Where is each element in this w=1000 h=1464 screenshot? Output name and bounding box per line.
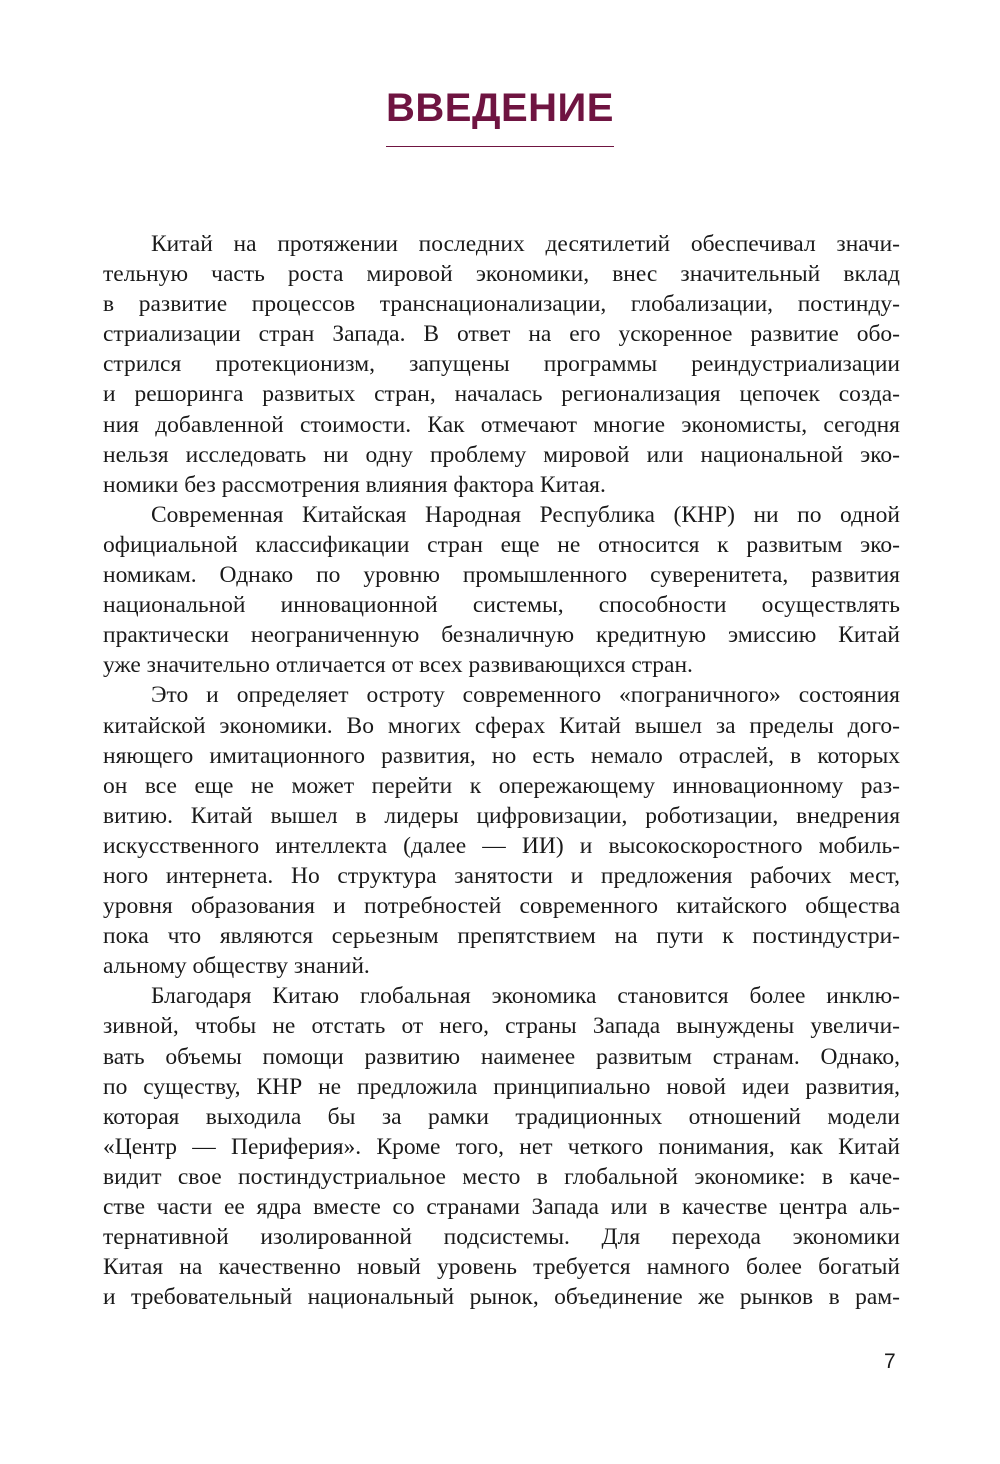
text-line: альному обществу знаний. xyxy=(103,953,370,980)
text-line: тернативной изолированной подсистемы. Для перехода экономики xyxy=(103,1224,900,1251)
text-line: стве части ее ядра вместе со странами Запада или в качестве центра аль- xyxy=(103,1194,900,1220)
text-line: тельную часть роста мировой экономики, внес значительный вклад xyxy=(103,261,900,288)
title-underline xyxy=(386,146,614,147)
text-line: стрился протекционизм, запущены программы реиндустриализации xyxy=(103,351,900,378)
text-line: Современная Китайская Народная Республика (КНР) ни по одной xyxy=(151,501,900,528)
text-line: Благодаря Китаю глобальная экономика становится более инклю- xyxy=(151,983,900,1010)
paragraph xyxy=(103,981,900,1312)
paragraph xyxy=(103,680,900,981)
text-line: и решоринга развитых стран, началась регионализация цепочек созда- xyxy=(103,381,900,408)
text-line: Это и определяет остроту современного «пограничного» состояния xyxy=(151,682,900,709)
text-line: вать объемы помощи развитию наименее развитым странам. Однако, xyxy=(103,1043,900,1070)
text-line: няющего имитационного развития, но есть немало отраслей, в которых xyxy=(103,742,900,769)
text-line: национальной инновационной системы, способности осуществлять xyxy=(103,592,900,619)
text-line: по существу, КНР не предложила принципиально новой идеи развития, xyxy=(103,1073,900,1100)
text-line: китайской экономики. Во многих сферах Китай вышел за пределы дого- xyxy=(103,712,900,739)
text-line: и требовательный национальный рынок, объединение же рынков в рам- xyxy=(103,1284,900,1311)
text-line: номики без рассмотрения влияния фактора Китая. xyxy=(103,471,606,498)
text-line: Китая на качественно новый уровень требуется намного более богатый xyxy=(103,1254,900,1281)
text-line: Китай на протяжении последних десятилетий обеспечивал значи- xyxy=(151,231,900,257)
text-line: зивной, чтобы не отстать от него, страны Запада вынуждены увеличи- xyxy=(103,1013,900,1040)
text-line: стриализации стран Запада. В ответ на его ускоренное развитие обо- xyxy=(103,321,900,348)
text-line: искусственного интеллекта (далее — ИИ) и высокоскоростного мобиль- xyxy=(103,832,900,859)
body-text xyxy=(103,229,900,1312)
text-line: нельзя исследовать ни одну проблему мировой или национальной эко- xyxy=(103,441,900,468)
text-line: практически неограниченную безналичную кредитную эмиссию Китай xyxy=(103,622,900,649)
text-line: номикам. Однако по уровню промышленного суверенитета, развития xyxy=(103,562,900,589)
text-line: которая выходила бы за рамки традиционных отношений модели xyxy=(103,1103,900,1130)
paragraph xyxy=(103,229,900,500)
text-line: он все еще не может перейти к опережающему инновационному раз- xyxy=(103,772,900,799)
text-line: видит свое постиндустриальное место в глобальной экономике: в каче- xyxy=(103,1163,900,1190)
chapter-title: ВВЕДЕНИЕ xyxy=(386,86,614,130)
page-number: 7 xyxy=(884,1350,896,1373)
paragraph xyxy=(103,500,900,681)
text-line: уровня образования и потребностей современного китайского общества xyxy=(103,893,900,920)
text-line: ного интернета. Но структура занятости и предложения рабочих мест, xyxy=(103,862,900,889)
text-line: ния добавленной стоимости. Как отмечают многие экономисты, сегодня xyxy=(103,411,900,438)
text-line: пока что являются серьезным препятствием на пути к постиндустри- xyxy=(103,923,900,950)
text-line: «Центр — Периферия». Кроме того, нет четкого понимания, как Китай xyxy=(103,1133,900,1160)
text-line: уже значительно отличается от всех развивающихся стран. xyxy=(103,652,693,679)
text-line: витию. Китай вышел в лидеры цифровизации, роботизации, внедрения xyxy=(103,802,900,829)
text-line: официальной классификации стран еще не относится к развитым эко- xyxy=(103,531,900,558)
text-line: в развитие процессов транснационализации, глобализации, постинду- xyxy=(103,291,900,318)
